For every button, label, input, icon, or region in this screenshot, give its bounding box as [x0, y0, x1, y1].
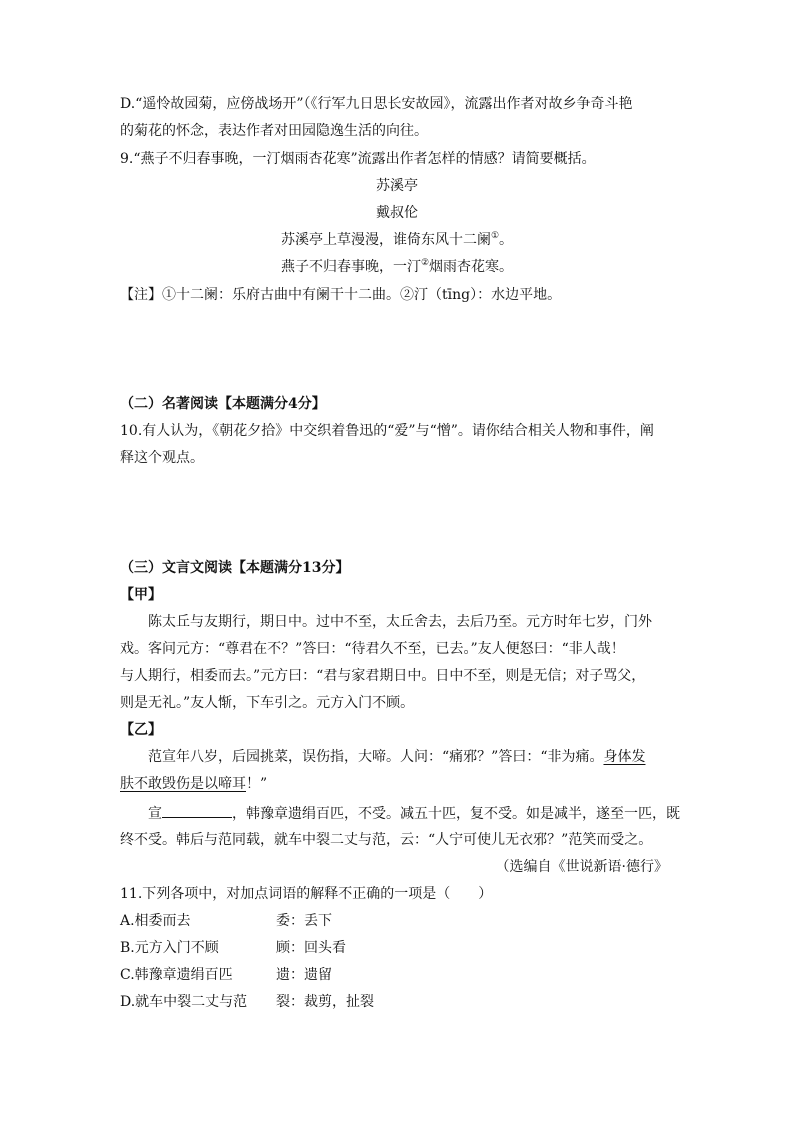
- poem-line-1-end: 。: [499, 232, 514, 248]
- q11-question: 11.下列各项中，对加点词语的解释不正确的一项是（ ）: [120, 886, 493, 902]
- passage-jia-line: 则是无礼。”友人惭，下车引之。元方入门不顾。: [120, 695, 415, 711]
- q9-question: 9.“燕子不归春事晚，一汀烟雨杏花寒”流露出作者怎样的情感？请简要概括。: [120, 151, 596, 167]
- option-label: B.元方入门不顾: [120, 940, 219, 956]
- passage-yi-line1: [148, 747, 645, 767]
- fill-in-blank[interactable]: [162, 803, 232, 818]
- poem-line-2-text-a: 燕子不归春事晚，一汀: [280, 259, 421, 275]
- option-label: D.就车中裂二丈与范: [120, 994, 248, 1010]
- poem-line-1-text: 苏溪亭上草漫漫，谁倚东风十二阑: [280, 232, 491, 248]
- option-gloss: 顾：回头看: [276, 940, 346, 956]
- footnote-mark-1: ①: [490, 231, 500, 241]
- poem-title: 苏溪亭: [376, 178, 418, 194]
- option-label: C.韩豫章遗绢百匹: [120, 967, 233, 983]
- section-3-heading: （三）文言文阅读【本题满分13分】: [120, 560, 350, 576]
- passage-yi-label: 【乙】: [120, 722, 162, 738]
- q10-line1: 10.有人认为，《朝花夕拾》中交织着鲁迅的“爱”与“憎”。请你结合相关人物和事件，阐: [120, 423, 654, 439]
- option-gloss: 委：丢下: [276, 913, 332, 929]
- poem-line-2-text-b: 烟雨杏花寒。: [429, 259, 514, 275]
- footnote-mark-2: ②: [420, 258, 430, 268]
- poem-line-1: [0, 230, 794, 250]
- passage-yi-line2-end: ！”: [246, 776, 268, 792]
- passage-yi-line4: 终不受。韩后与范同载，就车中裂二丈与范，云：“人宁可使儿无衣邪？”范笑而受之。: [120, 832, 653, 848]
- passage-jia-line: 陈太丘与友期行，期日中。过中不至，太丘舍去，去后乃至。元方时年七岁，门外: [148, 614, 652, 630]
- passage-yi-line3: [148, 803, 680, 824]
- passage-source: （选编自《世说新语·德行》: [495, 859, 668, 875]
- underlined-sentence-part2: 肤不敢毁伤是以啼耳: [120, 776, 246, 792]
- poem-note: 【注】①十二阑：乐府古曲中有阑干十二曲。②汀（tīng）：水边平地。: [120, 287, 562, 303]
- passage-yi-line3-start: 宣: [148, 806, 162, 822]
- section-2-heading: （二）名著阅读【本题满分4分】: [120, 396, 326, 412]
- passage-jia-line: 戏。客问元方：“尊君在不？”答曰：“待君久不至，已去。”友人便怒曰：“非人哉！: [120, 641, 625, 657]
- q10-line2: 释这个观点。: [120, 450, 204, 466]
- option-gloss: 遗：遗留: [276, 967, 332, 983]
- option-gloss: 裂：裁剪，扯裂: [276, 994, 374, 1010]
- q8-option-d-line1: D.“遥怜故园菊，应傍战场开”（《行军九日思长安故园》，流露出作者对故乡争奇斗艳: [120, 96, 633, 112]
- poem-author: 戴叔伦: [376, 205, 418, 221]
- passage-yi-line3-text: ，韩豫章遗绢百匹，不受。减五十匹，复不受。如是减半，遂至一匹，既: [232, 806, 680, 822]
- passage-yi-line1-text: 范宣年八岁，后园挑菜，误伤指，大啼。人问：“痛邪？”答曰：“非为痛。: [148, 749, 604, 765]
- passage-jia-line: 与人期行，相委而去。”元方曰：“君与家君期日中。日中不至，则是无信；对子骂父，: [120, 668, 646, 684]
- option-label: A.相委而去: [120, 913, 191, 929]
- passage-jia-label: 【甲】: [120, 587, 162, 603]
- poem-line-2: [0, 257, 794, 277]
- underlined-sentence-part1: 身体发: [603, 749, 646, 765]
- passage-yi-line2: [120, 774, 267, 794]
- q8-option-d-line2: 的菊花的怀念，表达作者对田园隐逸生活的向往。: [120, 123, 428, 139]
